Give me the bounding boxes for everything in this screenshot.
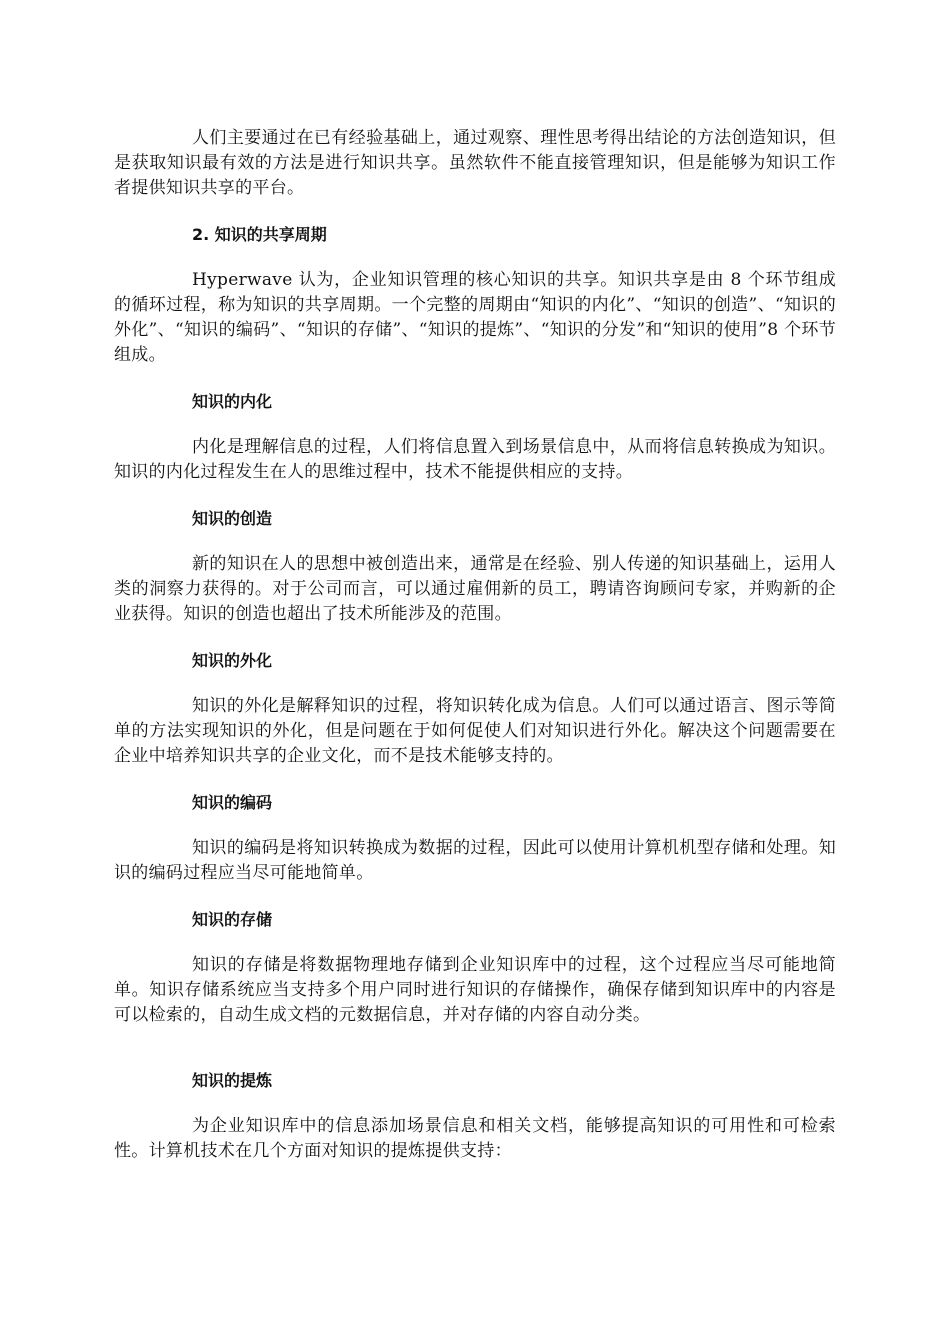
heading-externalization: 知识的外化	[192, 651, 273, 670]
paragraph-internalization: 内化是理解信息的过程，人们将信息置入到场景信息中，从而将信息转换成为知识。知识的内化过程发生在人的思维过程中，技术不能提供相应的支持。	[114, 437, 836, 482]
paragraph-refinement: 为企业知识库中的信息添加场景信息和相关文档，能够提高知识的可用性和可检索性。计算机技术在几个方面对知识的提炼提供支持：	[114, 1116, 836, 1161]
paragraph-intro: 人们主要通过在已有经验基础上，通过观察、理性思考得出结论的方法创造知识，但是获取知识最有效的方法是进行知识共享。虽然软件不能直接管理知识，但是能够为知识工作者提供知识共享的平台。	[114, 128, 836, 198]
paragraph-storage: 知识的存储是将数据物理地存储到企业知识库中的过程，这个过程应当尽可能地简单。知识存储系统应当支持多个用户同时进行知识的存储操作，确保存储到知识库中的内容是可以检索的，自动生成文档的元数据信息，并对存储的内容自动分类。	[114, 955, 836, 1025]
paragraph-sharing-cycle: Hyperwave 认为，企业知识管理的核心知识的共享。知识共享是由 8 个环节组成的循环过程，称为知识的共享周期。一个完整的周期由“知识的内化”、“知识的创造”、“知识的外化”、“知识的编码”、“知识的存储”、“知识的提炼”、“知识的分发”和“知识的使用”8 个环节组成。	[114, 270, 836, 365]
heading-internalization: 知识的内化	[192, 392, 273, 411]
paragraph-creation: 新的知识在人的思想中被创造出来，通常是在经验、别人传递的知识基础上，运用人类的洞察力获得的。对于公司而言，可以通过雇佣新的员工，聘请咨询顾问专家，并购新的企业获得。知识的创造也超出了技术所能涉及的范围。	[114, 554, 836, 624]
heading-refinement: 知识的提炼	[192, 1071, 273, 1090]
document-page	[114, 126, 836, 1185]
heading-encoding: 知识的编码	[192, 793, 273, 812]
section-heading-sharing-cycle: 2. 知识的共享周期	[192, 225, 327, 244]
paragraph-externalization: 知识的外化是解释知识的过程，将知识转化成为信息。人们可以通过语言、图示等简单的方法实现知识的外化，但是问题在于如何促使人们对知识进行外化。解决这个问题需要在企业中培养知识共享的企业文化，而不是技术能够支持的。	[114, 696, 836, 766]
heading-storage: 知识的存储	[192, 910, 273, 929]
paragraph-encoding: 知识的编码是将知识转换成为数据的过程，因此可以使用计算机机型存储和处理。知识的编码过程应当尽可能地简单。	[114, 838, 836, 883]
heading-creation: 知识的创造	[192, 509, 273, 528]
